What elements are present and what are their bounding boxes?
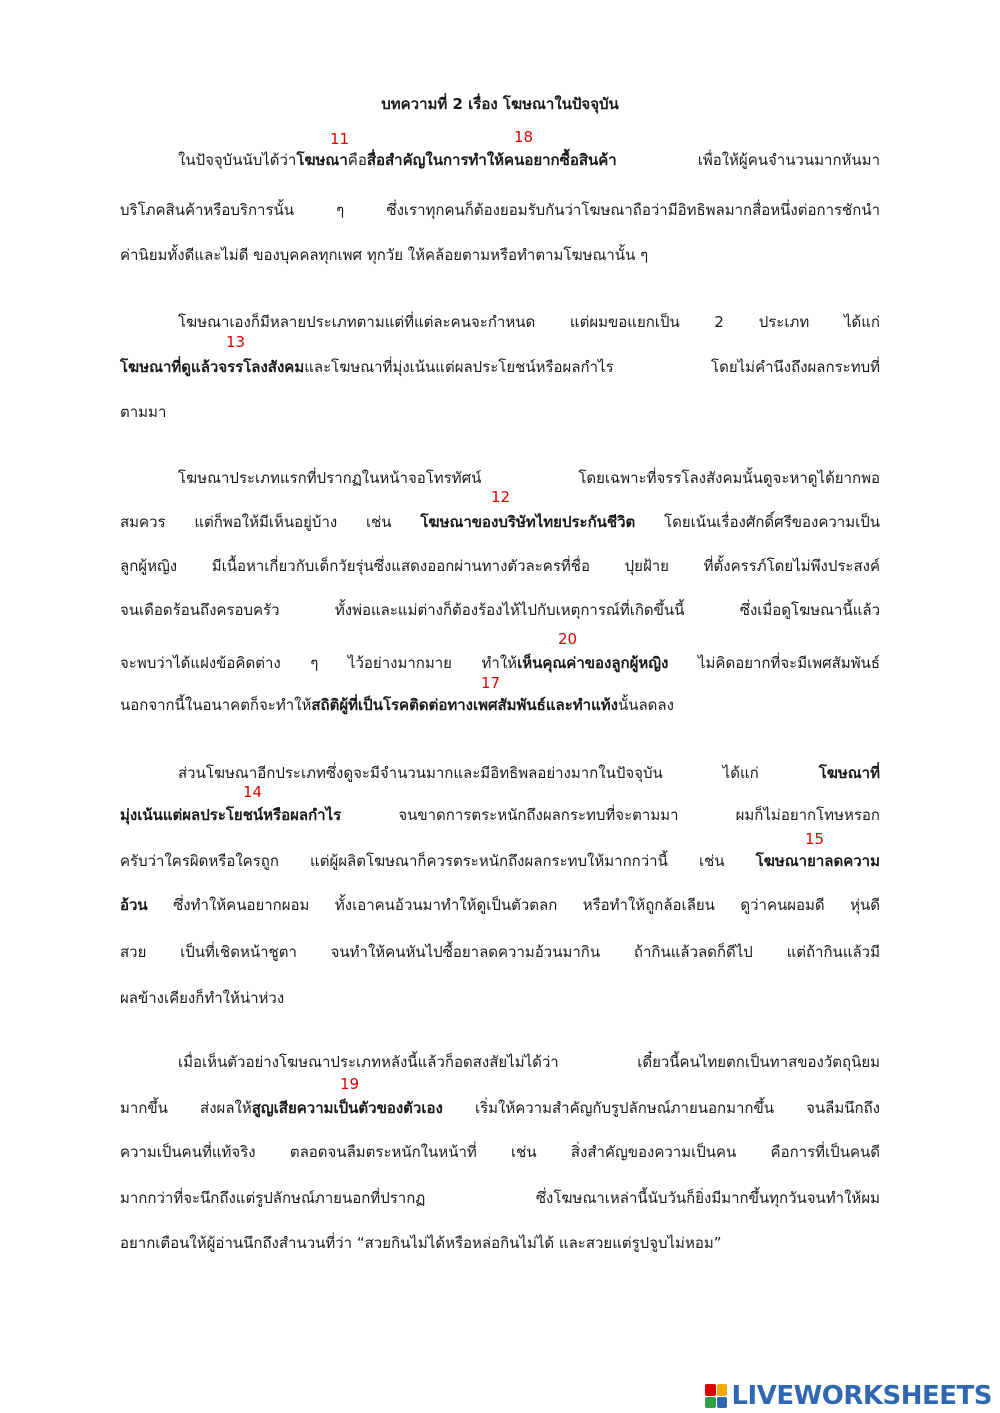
answer-number-13: 13 [226, 333, 246, 351]
text: โดยเน้นเรื่องศักดิ์ศรีของความเป็น [635, 513, 881, 531]
answer-number-15: 15 [805, 830, 825, 848]
paragraph-1-line-2: บริโภคสินค้าหรือบริการนั้น ๆ ซึ่งเราทุกคนก็ต้องยอมรับกันว่าโฆษณาถือว่ามีอิทธิพลมากสื่อหนึ่งต่อการชักนำ [120, 201, 880, 219]
answer-number-18: 18 [514, 128, 534, 146]
paragraph-2-line-3: ตามมา [120, 403, 167, 421]
paragraph-3-line-5 [120, 653, 880, 673]
paragraph-1-line-3: ค่านิยมทั้งดีและไม่ดี ของบุคคลทุกเพศ ทุกวัย ให้คล้อยตามหรือทำตามโฆษณานั้น ๆ [120, 246, 649, 264]
text: เริ่มให้ความสำคัญกับรูปลักษณ์ภายนอกมากขึ้น จนลืมนึกถึง [442, 1099, 881, 1117]
bold-answer-text: มุ่งเน้นแต่ผลประโยชน์หรือผลกำไร [120, 806, 342, 824]
text: จะพบว่าได้แฝงข้อคิดต่าง ๆ ไว้อย่างมากมาย ทำให้ [120, 654, 518, 672]
bold-answer-text: สูญเสียความเป็นตัวของตัวเอง [251, 1099, 443, 1117]
bold-answer-text: สถิติผู้ที่เป็นโรคติดต่อทางเพศสัมพันธ์และทำแท้ง [311, 696, 618, 714]
text: นอกจากนี้ในอนาคตก็จะทำให้ [120, 696, 312, 714]
paragraph-5-line-5: อยากเตือนให้ผู้อ่านนึกถึงสำนวนที่ว่า “สวยกินไม่ได้หรือหล่อกินไม่ได้ และสวยแต่รูปจูบไม่หอม” [120, 1234, 722, 1252]
bold-answer-text: โฆษณาที่ [818, 764, 880, 782]
text: ไม่คิดอยากที่จะมีเพศสัมพันธ์ [668, 654, 880, 672]
text: และโฆษณาที่มุ่งเน้นแต่ผลประโยชน์หรือผลกำไร โดยไม่คำนึงถึงผลกระทบที่ [304, 358, 880, 376]
paragraph-2-line-2 [120, 357, 880, 377]
liveworksheets-logo-icon [705, 1384, 727, 1408]
bold-answer-text: สื่อสำคัญในการทำให้คนอยากซื้อสินค้า [366, 151, 617, 169]
answer-number-11: 11 [330, 130, 350, 148]
watermark-text: LIVEWORKSHEETS [731, 1381, 992, 1411]
paragraph-4-line-5: สวย เป็นที่เชิดหน้าชูตา จนทำให้คนหันไปซื้อยาลดความอ้วนมากิน ถ้ากินแล้วลดก็ดีไป แต่ถ้ากินแล้วมี [120, 943, 880, 961]
bold-answer-text: เห็นคุณค่าของลูกผู้หญิง [517, 654, 669, 672]
answer-number-17: 17 [481, 674, 501, 692]
answer-number-12: 12 [491, 488, 511, 506]
text: จนขาดการตระหนักถึงผลกระทบที่จะตามมา ผมก็ไม่อยากโทษหรอก [341, 806, 880, 824]
paragraph-3-line-3: ลูกผู้หญิง มีเนื้อหาเกี่ยวกับเด็กวัยรุ่นซึ่งแสดงออกผ่านทางตัวละครที่ชื่อ ปุยฝ้าย ที่ตั้งครรภ์โดยไม่พึงประสงค์ [120, 557, 880, 575]
paragraph-3-line-1: โฆษณาประเภทแรกที่ปรากฏในหน้าจอโทรทัศน์ โดยเฉพาะที่จรรโลงสังคมนั้นดูจะหาดูได้ยากพอ [178, 469, 880, 487]
page-title: บทความที่ 2 เรื่อง โฆษณาในปัจจุบัน [381, 95, 619, 113]
answer-number-20: 20 [558, 630, 578, 648]
paragraph-5-line-3: ความเป็นคนที่แท้จริง ตลอดจนลืมตระหนักในหน้าที่ เช่น สิ่งสำคัญของความเป็นคน คือการที่เป็นคนดี [120, 1143, 880, 1161]
bold-answer-text: โฆษณาของบริษัทไทยประกันชีวิต [420, 513, 636, 531]
paragraph-2-line-1: โฆษณาเองก็มีหลายประเภทตามแต่ที่แต่ละคนจะกำหนด แต่ผมขอแยกเป็น 2 ประเภท ได้แก่ [178, 313, 880, 331]
paragraph-4-line-4 [120, 895, 880, 915]
text: ในปัจจุบันนับได้ว่า [178, 151, 297, 169]
paragraph-3-line-2 [120, 512, 880, 532]
paragraph-5-line-2 [120, 1098, 880, 1118]
text: ครับว่าใครผิดหรือใครถูก แต่ผู้ผลิตโฆษณาก็ควรตระหนักถึงผลกระทบให้มากกว่านี้ เช่น [120, 852, 756, 870]
paragraph-4-line-3 [120, 851, 880, 871]
bold-answer-text: โฆษณายาลดความ [755, 852, 880, 870]
paragraph-4-line-6: ผลข้างเคียงก็ทำให้น่าห่วง [120, 989, 285, 1007]
answer-number-19: 19 [340, 1075, 360, 1093]
text: มากขึ้น ส่งผลให้ [120, 1099, 252, 1117]
paragraph-4-line-1 [178, 763, 880, 783]
answer-number-14: 14 [243, 783, 263, 801]
paragraph-5-line-1: เมื่อเห็นตัวอย่างโฆษณาประเภทหลังนี้แล้วก็อดสงสัยไม่ได้ว่า เดี๋ยวนี้คนไทยตกเป็นทาสของวัตถุนิยม [178, 1053, 880, 1071]
paragraph-1-line-1 [178, 150, 880, 170]
paragraph-3-line-4: จนเดือดร้อนถึงครอบครัว ทั้งพ่อและแม่ต่างก็ต้องร้องไห้ไปกับเหตุการณ์ที่เกิดขึ้นนี้ ซึ่งเมื่อดูโฆษณานี้แล้ว [120, 601, 880, 619]
text: ส่วนโฆษณาอีกประเภทซึ่งดูจะมีจำนวนมากและมีอิทธิพลอย่างมากในปัจจุบัน ได้แก่ [178, 764, 819, 782]
paragraph-4-line-2 [120, 805, 880, 825]
bold-answer-text: อ้วน [120, 896, 148, 914]
bold-answer-text: โฆษณาที่ดูแล้วจรรโลงสังคม [120, 358, 305, 376]
text: นั้นลดลง [617, 696, 674, 714]
text: คือ [347, 151, 367, 169]
text: เพื่อให้ผู้คนจำนวนมากหันมา [616, 151, 880, 169]
paragraph-3-line-6 [120, 695, 880, 715]
liveworksheets-watermark [705, 1381, 992, 1411]
text: ซึ่งทำให้คนอยากผอม ทั้งเอาคนอ้วนมาทำให้ดูเป็นตัวตลก หรือทำให้ถูกล้อเลียน ดูว่าคนผอมดี หุ่นดี [147, 896, 880, 914]
text: สมควร แต่ก็พอให้มีเห็นอยู่บ้าง เช่น [120, 513, 421, 531]
bold-answer-text: โฆษณา [296, 151, 348, 169]
paragraph-5-line-4: มากกว่าที่จะนึกถึงแต่รูปลักษณ์ภายนอกที่ปรากฏ ซึ่งโฆษณาเหล่านี้นับวันก็ยิ่งมีมากขึ้นทุกวันจนทำให้ผม [120, 1189, 880, 1207]
